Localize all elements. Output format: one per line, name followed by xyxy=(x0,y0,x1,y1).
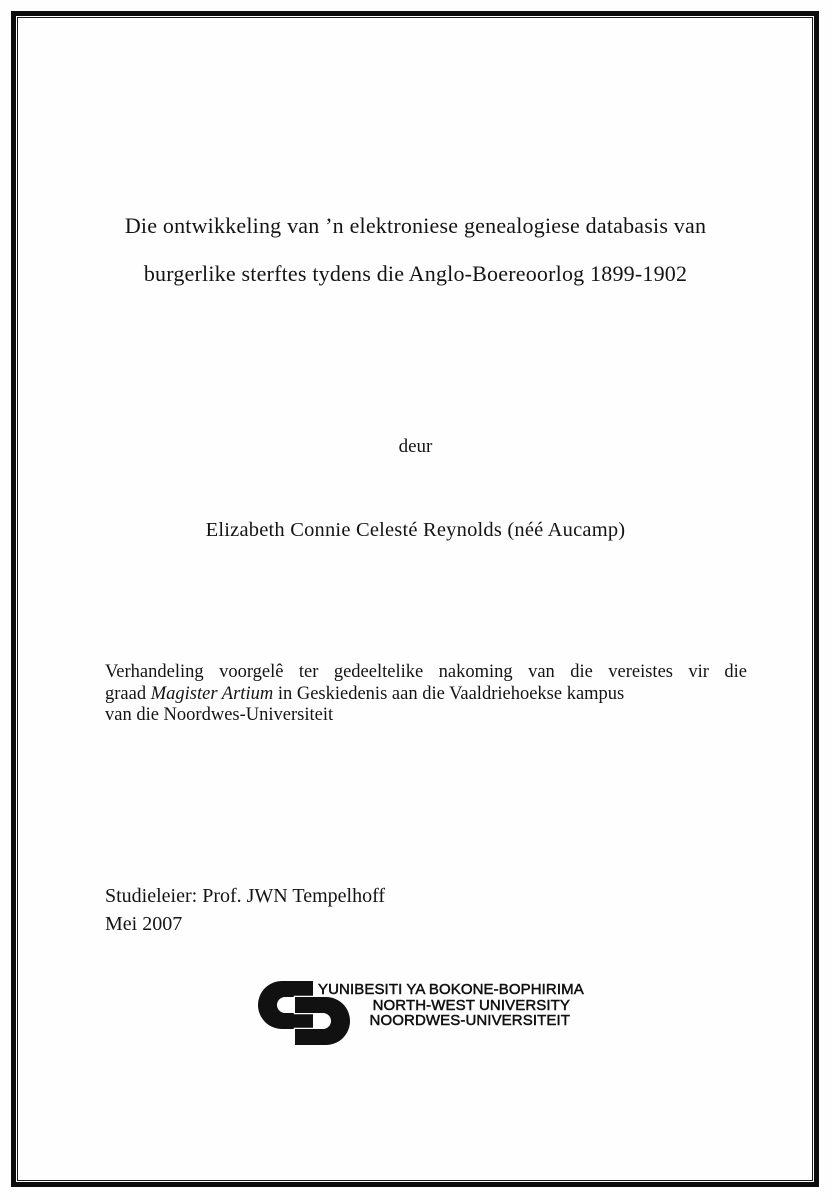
author-name: Elizabeth Connie Celesté Reynolds (néé Aucamp) xyxy=(205,519,626,541)
supervisor-block xyxy=(105,882,385,938)
degree-statement-line-1: Verhandeling voorgelê ter gedeeltelike nakoming van die vereistes vir die xyxy=(105,662,747,682)
thesis-title xyxy=(40,202,791,298)
degree-statement xyxy=(105,662,747,727)
nwu-logo-text-line-2: NORTH-WEST UNIVERSITY xyxy=(372,996,570,1014)
nwu-logo-text-line-3: NOORDWES-UNIVERSITEIT xyxy=(369,1012,570,1029)
nwu-logo xyxy=(256,970,586,1052)
degree-statement-line-2 xyxy=(105,684,747,706)
degree-statement-line-2-prefix: graad xyxy=(105,683,151,704)
nwu-logo-text-line-1: YUNIBESITI YA BOKONE-BOPHIRIMA xyxy=(318,981,584,998)
thesis-title-line-2: burgerlike sterftes tydens die Anglo-Boereoorlog 1899-1902 xyxy=(143,261,688,286)
byline: deur xyxy=(398,436,433,457)
degree-statement-line-2-suffix: in Geskiedenis aan die Vaaldriehoekse kampus xyxy=(273,683,625,704)
thesis-title-line-1: Die ontwikkeling van ’n elektroniese genealogiese databasis van xyxy=(124,213,707,238)
nwu-logo-text xyxy=(318,981,584,1029)
date-line: Mei 2007 xyxy=(105,913,183,935)
degree-statement-line-3: van die Noordwes-Universiteit xyxy=(105,705,334,725)
supervisor-line: Studieleier: Prof. JWN Tempelhoff xyxy=(105,885,386,907)
degree-name-italic: Magister Artium xyxy=(150,683,274,704)
